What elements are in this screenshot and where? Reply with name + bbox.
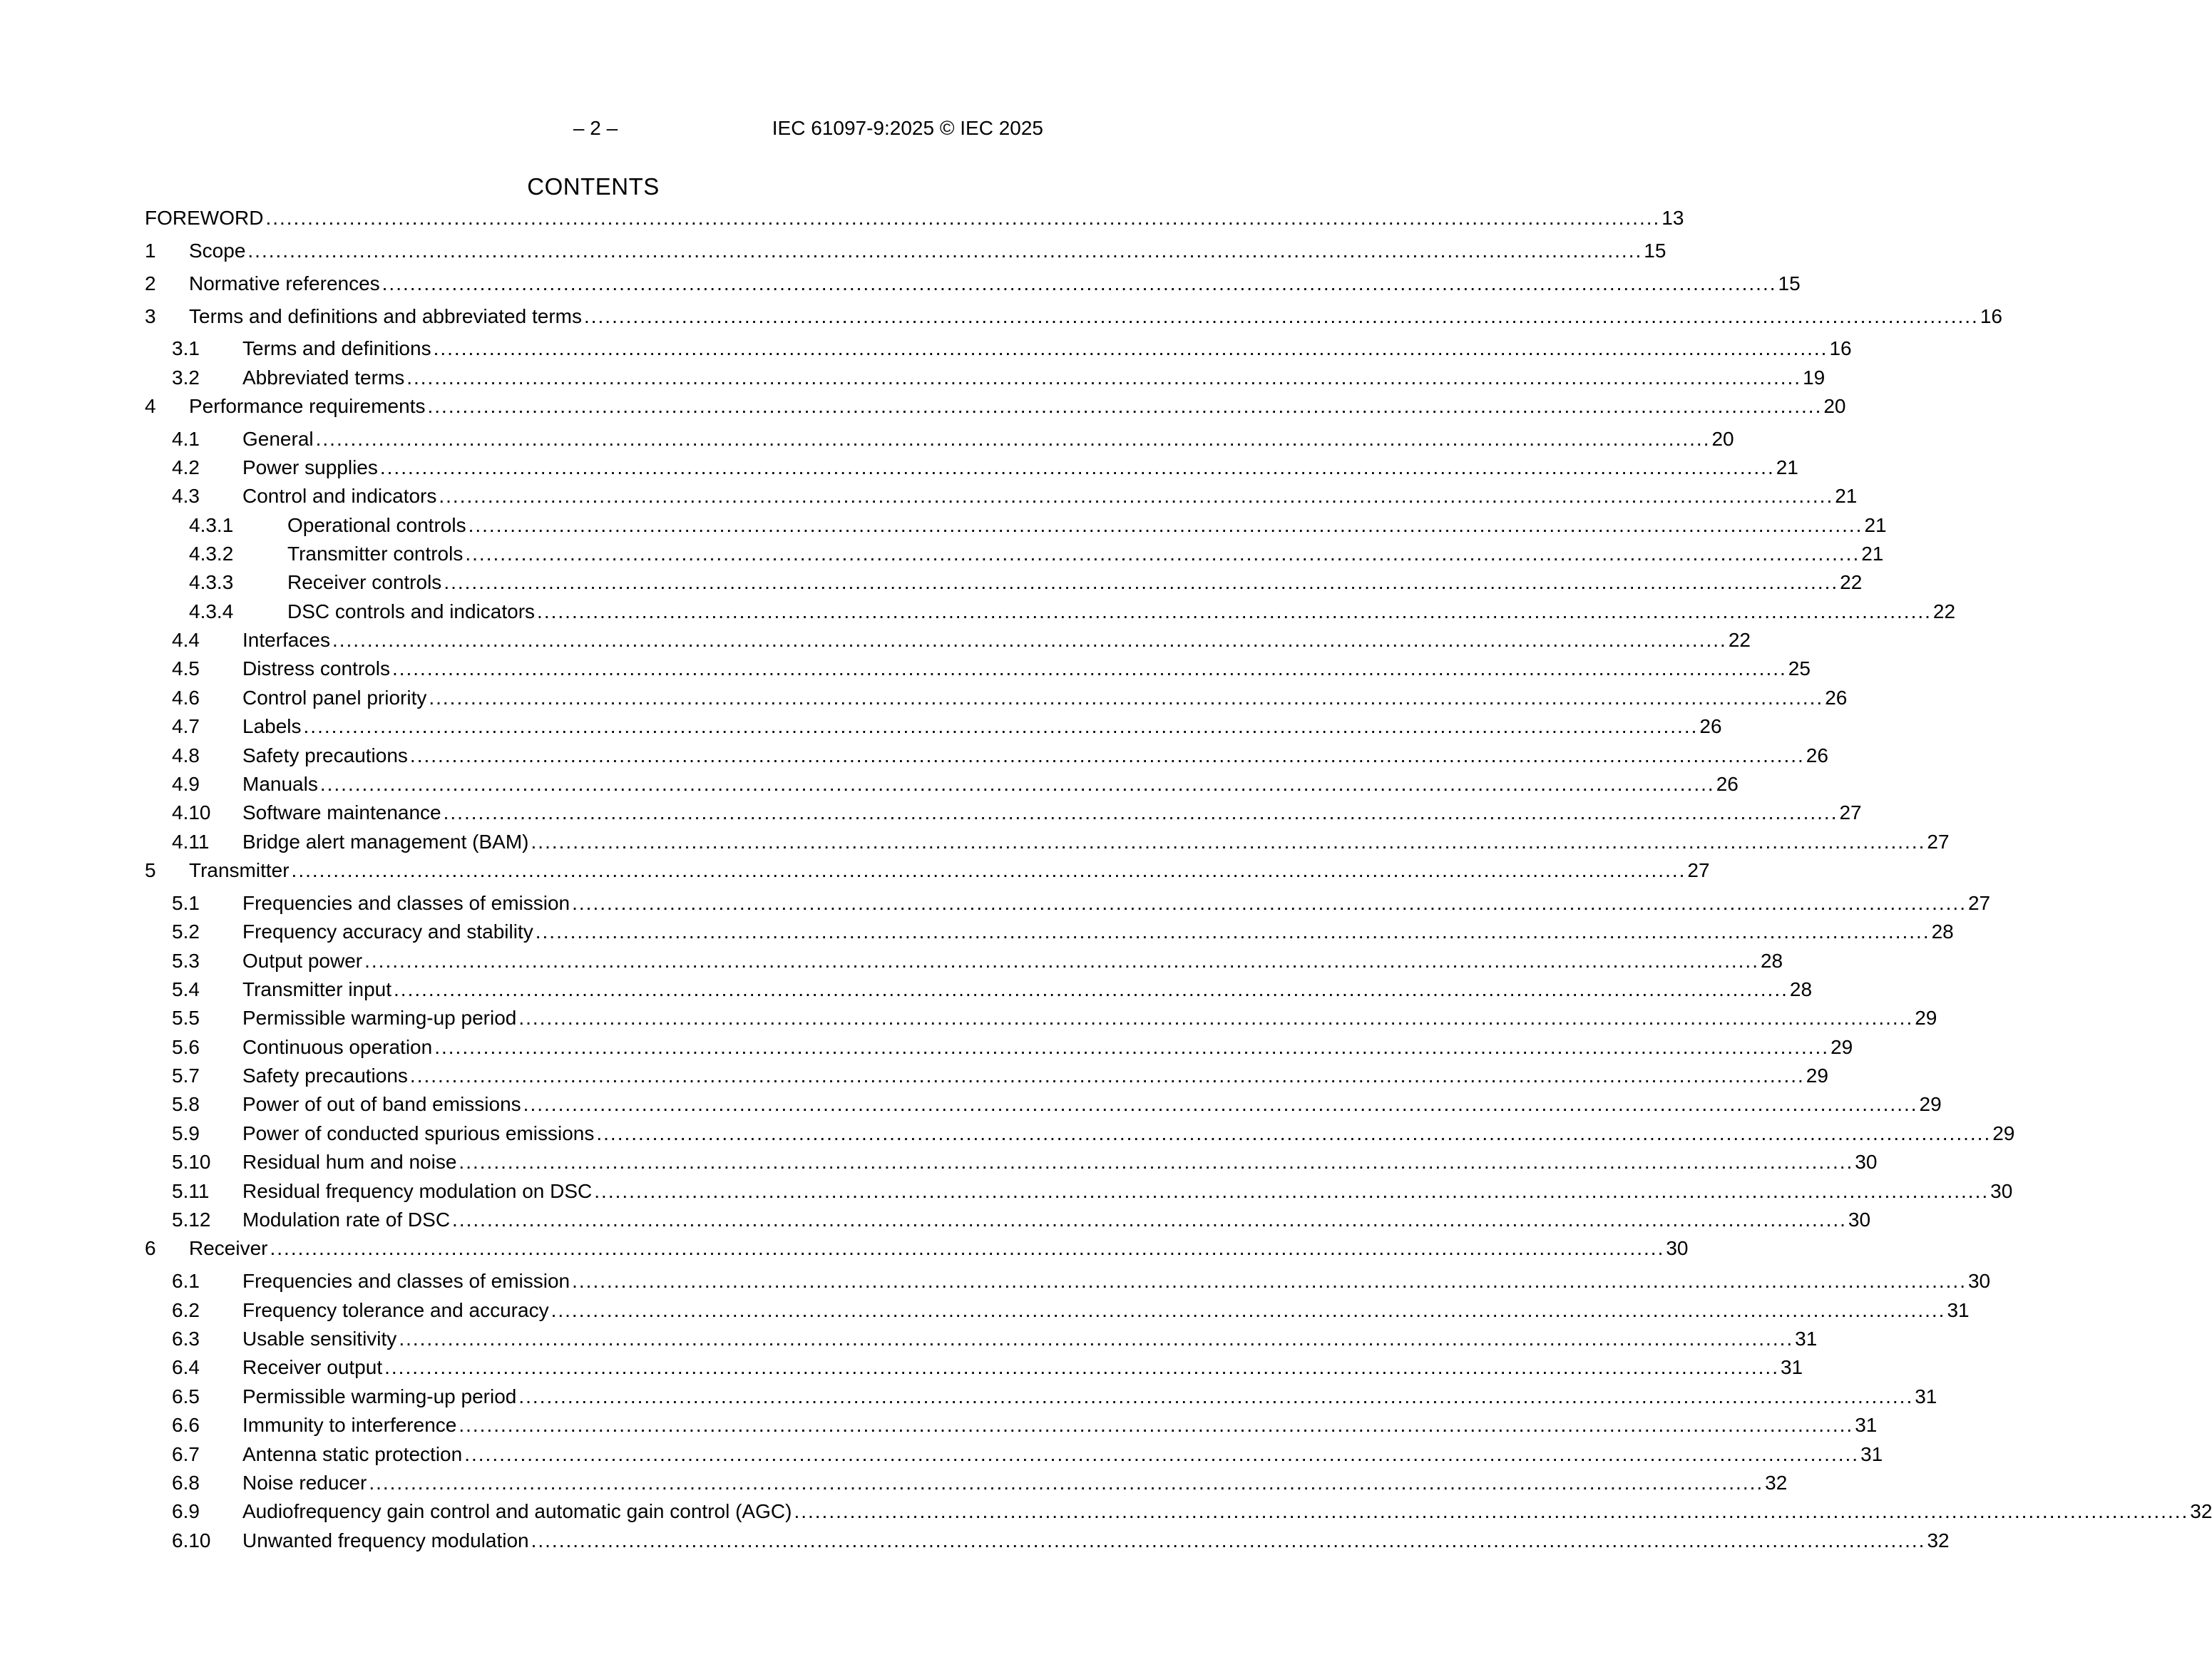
toc-entry-number: 6.10: [172, 1529, 211, 1551]
toc-entry[interactable]: [0, 1090, 1942, 1119]
toc-entry-page: 16: [1829, 337, 1852, 359]
toc-entry-title: Control and indicators: [242, 485, 437, 507]
dot-leader: ........................................................................................................................................................................................................: [572, 1270, 1967, 1292]
dot-leader: ........................................................................................................................................................................................................: [270, 1237, 1665, 1259]
toc-entry-title: Residual hum and noise: [242, 1151, 457, 1173]
toc-entry-title: Transmitter input: [242, 978, 392, 1000]
dot-leader: ........................................................................................................................................................................................................: [459, 1151, 1854, 1173]
toc-entry[interactable]: [0, 1119, 2015, 1148]
toc-entry-title: Abbreviated terms: [242, 366, 405, 389]
toc-entry-title: Receiver controls: [287, 571, 442, 593]
toc-entry-number: 4.3.3: [189, 571, 234, 593]
toc-entry-number: 4.4: [172, 629, 200, 651]
toc-entry-page: 28: [1931, 920, 1954, 943]
toc-entry-number: 6: [145, 1237, 156, 1259]
toc-entry[interactable]: [0, 1440, 1883, 1469]
toc-entry-title: Power of conducted spurious emissions: [242, 1122, 595, 1144]
toc-entry-page: 20: [1711, 428, 1734, 450]
toc-entry-page: 27: [1927, 831, 1950, 853]
toc-entry-title: Continuous operation: [242, 1036, 433, 1058]
toc-entry[interactable]: [0, 334, 1852, 363]
toc-entry-number: 4.1: [172, 428, 200, 450]
toc-entry-title: Scope: [189, 240, 246, 262]
dot-leader: ........................................................................................................................................................................................................: [291, 859, 1686, 881]
toc-entry-number: 5.5: [172, 1007, 200, 1029]
toc-entry-page: 28: [1760, 950, 1783, 972]
toc-entry-title: Power supplies: [242, 456, 378, 478]
toc-entry-page: 30: [1967, 1270, 1991, 1292]
toc-entry-page: 27: [1839, 801, 1862, 824]
toc-entry-number: 6.1: [172, 1270, 200, 1292]
toc-entry-title: Safety precautions: [242, 1065, 408, 1087]
toc-entry-page: 30: [1990, 1180, 2013, 1202]
toc-entry-number: 4.3.4: [189, 600, 234, 622]
dot-leader: ........................................................................................................................................................................................................: [465, 543, 1860, 565]
toc-entry-number: 4.7: [172, 715, 200, 737]
toc-entry-title: FOREWORD: [145, 207, 264, 229]
toc-entry[interactable]: [0, 1497, 2212, 1526]
toc-entry-page: 31: [1947, 1299, 1970, 1321]
toc-entry[interactable]: [0, 1267, 1991, 1296]
toc-entry[interactable]: [0, 1411, 1878, 1440]
toc-entry-page: 30: [1848, 1209, 1871, 1231]
toc-entry-page: 31: [1915, 1385, 1937, 1407]
toc-entry-page: 28: [1789, 978, 1813, 1000]
dot-leader: ........................................................................................................................................................................................................: [518, 1007, 1914, 1029]
toc-entry[interactable]: [0, 392, 1846, 421]
toc-entry-title: Software maintenance: [242, 801, 441, 824]
toc-entry-page: 32: [2190, 1500, 2212, 1522]
toc-entry-page: 31: [1855, 1414, 1878, 1436]
toc-entry-title: DSC controls and indicators: [287, 600, 536, 622]
toc-entry-title: Usable sensitivity: [242, 1328, 397, 1350]
toc-entry-page: 13: [1661, 207, 1684, 229]
dot-leader: ........................................................................................................................................................................................................: [594, 1180, 1990, 1202]
toc-entry-title: Receiver: [189, 1237, 268, 1259]
toc-entry[interactable]: [0, 1383, 1937, 1411]
toc-entry-number: 5: [145, 859, 156, 881]
dot-leader: ........................................................................................................................................................................................................: [523, 1093, 1918, 1115]
dot-leader: ........................................................................................................................................................................................................: [265, 207, 1661, 229]
toc-entry[interactable]: [0, 540, 1884, 568]
dot-leader: ........................................................................................................................................................................................................: [433, 337, 1828, 359]
toc-entry[interactable]: [0, 799, 1862, 827]
toc-entry[interactable]: [0, 1469, 1788, 1497]
toc-entry-number: 4.11: [172, 831, 210, 853]
toc-entry-number: 4.3: [172, 485, 200, 507]
toc-entry-title: Frequencies and classes of emission: [242, 1270, 570, 1292]
toc-entry-title: Noise reducer: [242, 1472, 367, 1494]
dot-leader: ........................................................................................................................................................................................................: [384, 1356, 1779, 1378]
toc-entry-title: Power of out of band emissions: [242, 1093, 521, 1115]
dot-leader: ........................................................................................................................................................................................................: [434, 1036, 1830, 1058]
toc-entry-page: 29: [1806, 1065, 1828, 1087]
dot-leader: ........................................................................................................................................................................................................: [409, 744, 1805, 766]
toc-entry-title: Antenna static protection: [242, 1443, 463, 1465]
dot-leader: ........................................................................................................................................................................................................: [409, 1065, 1805, 1087]
dot-leader: ........................................................................................................................................................................................................: [459, 1414, 1854, 1436]
toc-entry-title: Permissible warming-up period: [242, 1385, 517, 1407]
dot-leader: ........................................................................................................................................................................................................: [303, 715, 1699, 737]
toc-entry-number: 5.9: [172, 1122, 200, 1144]
toc-entry[interactable]: [0, 712, 1722, 741]
toc-entry-page: 30: [1666, 1237, 1689, 1259]
toc-entry-page: 32: [1765, 1472, 1788, 1494]
dot-leader: ........................................................................................................................................................................................................: [247, 240, 1643, 262]
toc-entry-title: Audiofrequency gain control and automatic gain control (AGC): [242, 1500, 792, 1522]
dot-leader: ........................................................................................................................................................................................................: [369, 1472, 1764, 1494]
toc-entry-number: 4.5: [172, 657, 200, 679]
toc-entry[interactable]: [0, 856, 1710, 885]
toc-entry-page: 21: [1864, 514, 1887, 536]
toc-entry-title: Bridge alert management (BAM): [242, 831, 529, 853]
toc-entry-number: 3.2: [172, 366, 200, 389]
toc-entry-title: Terms and definitions: [242, 337, 431, 359]
toc-entry-title: Manuals: [242, 773, 318, 795]
toc-entry-page: 21: [1861, 543, 1884, 565]
dot-leader: ........................................................................................................................................................................................................: [315, 428, 1711, 450]
dot-leader: ........................................................................................................................................................................................................: [332, 629, 1727, 651]
toc-entry-number: 5.3: [172, 950, 200, 972]
dot-leader: ........................................................................................................................................................................................................: [444, 571, 1839, 593]
dot-leader: ........................................................................................................................................................................................................: [464, 1443, 1860, 1465]
toc-entry[interactable]: [0, 1004, 1937, 1032]
toc-entry-page: 22: [1840, 571, 1863, 593]
toc-entry-number: 6.2: [172, 1299, 200, 1321]
toc-entry[interactable]: [0, 655, 1811, 683]
toc-entry[interactable]: [0, 425, 1734, 453]
toc-entry[interactable]: [0, 684, 1848, 712]
dot-leader: ........................................................................................................................................................................................................: [394, 978, 1788, 1000]
toc-entry-number: 5.8: [172, 1093, 200, 1115]
toc-entry-page: 26: [1699, 715, 1722, 737]
toc-entry[interactable]: [0, 918, 1954, 946]
toc-entry-number: 5.6: [172, 1036, 200, 1058]
toc-entry[interactable]: [0, 237, 1666, 265]
toc-entry-page: 16: [1980, 305, 2002, 327]
toc-entry-page: 31: [1860, 1443, 1883, 1465]
toc-entry-page: 26: [1716, 773, 1739, 795]
dot-leader: ........................................................................................................................................................................................................: [518, 1385, 1914, 1407]
document-identifier: IEC 61097-9:2025 © IEC 2025: [772, 117, 1043, 139]
dot-leader: ........................................................................................................................................................................................................: [551, 1299, 1946, 1321]
toc-entry[interactable]: [0, 270, 1801, 298]
toc-entry-title: Receiver output: [242, 1356, 383, 1378]
toc-entry-page: 21: [1776, 456, 1798, 478]
toc-entry-page: 27: [1967, 892, 1991, 914]
toc-entry[interactable]: [0, 1234, 1689, 1263]
dot-leader: ........................................................................................................................................................................................................: [794, 1500, 2189, 1522]
toc-entry-number: 5.11: [172, 1180, 210, 1202]
toc-entry-number: 2: [145, 272, 156, 294]
toc-entry-title: Transmitter controls: [287, 543, 464, 565]
dot-leader: ........................................................................................................................................................................................................: [537, 600, 1932, 622]
toc-entry[interactable]: [0, 1062, 1828, 1090]
toc-entry-title: Unwanted frequency modulation: [242, 1529, 529, 1551]
toc-entry-title: Interfaces: [242, 629, 330, 651]
toc-entry-page: 22: [1932, 600, 1956, 622]
toc-entry[interactable]: [0, 889, 1991, 918]
dot-leader: ........................................................................................................................................................................................................: [319, 773, 1715, 795]
toc-entry[interactable]: [0, 1296, 1970, 1325]
toc-entry-title: Residual frequency modulation on DSC: [242, 1180, 593, 1202]
contents-title: CONTENTS: [527, 173, 660, 200]
toc-entry-number: 4.10: [172, 801, 211, 824]
dot-leader: ........................................................................................................................................................................................................: [596, 1122, 1992, 1144]
toc-entry[interactable]: [0, 1206, 1871, 1234]
dot-leader: ........................................................................................................................................................................................................: [364, 950, 1759, 972]
dot-leader: ........................................................................................................................................................................................................: [531, 831, 1926, 853]
toc-entry-title: Labels: [242, 715, 302, 737]
toc-entry-title: General: [242, 428, 314, 450]
toc-entry-number: 5.2: [172, 920, 200, 943]
toc-entry-number: 5.4: [172, 978, 200, 1000]
toc-entry-number: 4: [145, 395, 156, 417]
toc-entry[interactable]: [0, 742, 1828, 770]
toc-entry-title: Normative references: [189, 272, 380, 294]
toc-entry-page: 22: [1728, 629, 1751, 651]
toc-entry[interactable]: [0, 1177, 2013, 1206]
toc-entry-page: 26: [1825, 687, 1848, 709]
toc-entry-page: 29: [1915, 1007, 1937, 1029]
toc-entry-page: 31: [1780, 1356, 1803, 1378]
toc-entry[interactable]: [0, 482, 1858, 511]
toc-entry-number: 5.10: [172, 1151, 211, 1173]
toc-entry-page: 15: [1778, 272, 1801, 294]
toc-entry-page: 31: [1795, 1328, 1818, 1350]
toc-entry[interactable]: [0, 1353, 1803, 1382]
toc-entry-title: Immunity to interference: [242, 1414, 457, 1436]
dot-leader: ........................................................................................................................................................................................................: [429, 687, 1824, 709]
dot-leader: ........................................................................................................................................................................................................: [531, 1529, 1926, 1551]
toc-entry-number: 6.5: [172, 1385, 200, 1407]
toc-entry-number: 6.9: [172, 1500, 200, 1522]
toc-entry-number: 4.8: [172, 744, 200, 766]
toc-entry-number: 4.9: [172, 773, 200, 795]
toc-entry-title: Permissible warming-up period: [242, 1007, 517, 1029]
toc-entry-number: 6.6: [172, 1414, 200, 1436]
toc-entry-page: 25: [1788, 657, 1811, 679]
toc-entry-title: Transmitter: [189, 859, 290, 881]
dot-leader: ........................................................................................................................................................................................................: [399, 1328, 1794, 1350]
dot-leader: ........................................................................................................................................................................................................: [452, 1209, 1847, 1231]
toc-entry[interactable]: [0, 453, 1798, 482]
toc-entry-page: 29: [1919, 1093, 1942, 1115]
toc-entry-page: 19: [1803, 366, 1826, 389]
toc-entry-number: 1: [145, 240, 156, 262]
dot-leader: ........................................................................................................................................................................................................: [583, 305, 1979, 327]
page-number: – 2 –: [573, 117, 618, 139]
toc-entry-title: Frequency tolerance and accuracy: [242, 1299, 549, 1321]
toc-entry-number: 4.2: [172, 456, 200, 478]
toc-entry-title: Frequency accuracy and stability: [242, 920, 533, 943]
dot-leader: ........................................................................................................................................................................................................: [391, 657, 1787, 679]
toc-entry-page: 30: [1855, 1151, 1878, 1173]
toc-entry[interactable]: [0, 1148, 1878, 1176]
toc-entry-page: 15: [1644, 240, 1666, 262]
dot-leader: ........................................................................................................................................................................................................: [406, 366, 1802, 389]
toc-entry-number: 4.3.1: [189, 514, 234, 536]
toc-entry[interactable]: [0, 302, 2002, 331]
toc-entry-page: 20: [1823, 395, 1846, 417]
toc-entry[interactable]: [0, 1325, 1818, 1353]
toc-entry-title: Control panel priority: [242, 687, 427, 709]
dot-leader: ........................................................................................................................................................................................................: [572, 892, 1967, 914]
toc-entry-title: Terms and definitions and abbreviated terms: [189, 305, 582, 327]
toc-entry[interactable]: [0, 626, 1751, 655]
toc-entry[interactable]: [0, 511, 1887, 540]
toc-entry-number: 5.7: [172, 1065, 200, 1087]
dot-leader: ........................................................................................................................................................................................................: [468, 514, 1863, 536]
toc-entry-page: 29: [1830, 1036, 1853, 1058]
toc-entry[interactable]: [0, 947, 1783, 975]
toc-entry-title: Distress controls: [242, 657, 390, 679]
toc-entry-number: 5.1: [172, 892, 200, 914]
toc-entry[interactable]: [0, 828, 1950, 856]
dot-leader: ........................................................................................................................................................................................................: [439, 485, 1834, 507]
toc-entry-number: 6.3: [172, 1328, 200, 1350]
toc-entry-title: Safety precautions: [242, 744, 408, 766]
toc-entry-page: 32: [1927, 1529, 1950, 1551]
dot-leader: ........................................................................................................................................................................................................: [427, 395, 1823, 417]
toc-entry[interactable]: [0, 975, 1813, 1004]
toc-entry-page: 27: [1687, 859, 1710, 881]
toc-entry-page: 26: [1806, 744, 1828, 766]
dot-leader: ........................................................................................................................................................................................................: [443, 801, 1838, 824]
toc-entry-number: 4.6: [172, 687, 200, 709]
dot-leader: ........................................................................................................................................................................................................: [535, 920, 1930, 943]
toc-entry[interactable]: [0, 1527, 1950, 1555]
toc-entry-title: Performance requirements: [189, 395, 426, 417]
toc-entry[interactable]: [0, 204, 1684, 232]
toc-entry-page: 21: [1835, 485, 1858, 507]
toc-entry[interactable]: [0, 770, 1739, 799]
toc-entry-title: Modulation rate of DSC: [242, 1209, 451, 1231]
toc-entry[interactable]: [0, 597, 1956, 626]
dot-leader: ........................................................................................................................................................................................................: [382, 272, 1777, 294]
toc-entry[interactable]: [0, 364, 1826, 392]
toc-entry-number: 3.1: [172, 337, 200, 359]
toc-entry-title: Frequencies and classes of emission: [242, 892, 570, 914]
toc-entry-number: 6.7: [172, 1443, 200, 1465]
dot-leader: ........................................................................................................................................................................................................: [379, 456, 1775, 478]
toc-entry-title: Operational controls: [287, 514, 466, 536]
toc-entry-page: 29: [1992, 1122, 2015, 1144]
toc-entry-number: 5.12: [172, 1209, 211, 1231]
toc-entry-number: 3: [145, 305, 156, 327]
toc-entry-number: 6.8: [172, 1472, 200, 1494]
toc-entry-title: Output power: [242, 950, 363, 972]
toc-entry[interactable]: [0, 568, 1863, 597]
toc-entry[interactable]: [0, 1033, 1853, 1062]
toc-entry-number: 6.4: [172, 1356, 200, 1378]
toc-entry-number: 4.3.2: [189, 543, 234, 565]
